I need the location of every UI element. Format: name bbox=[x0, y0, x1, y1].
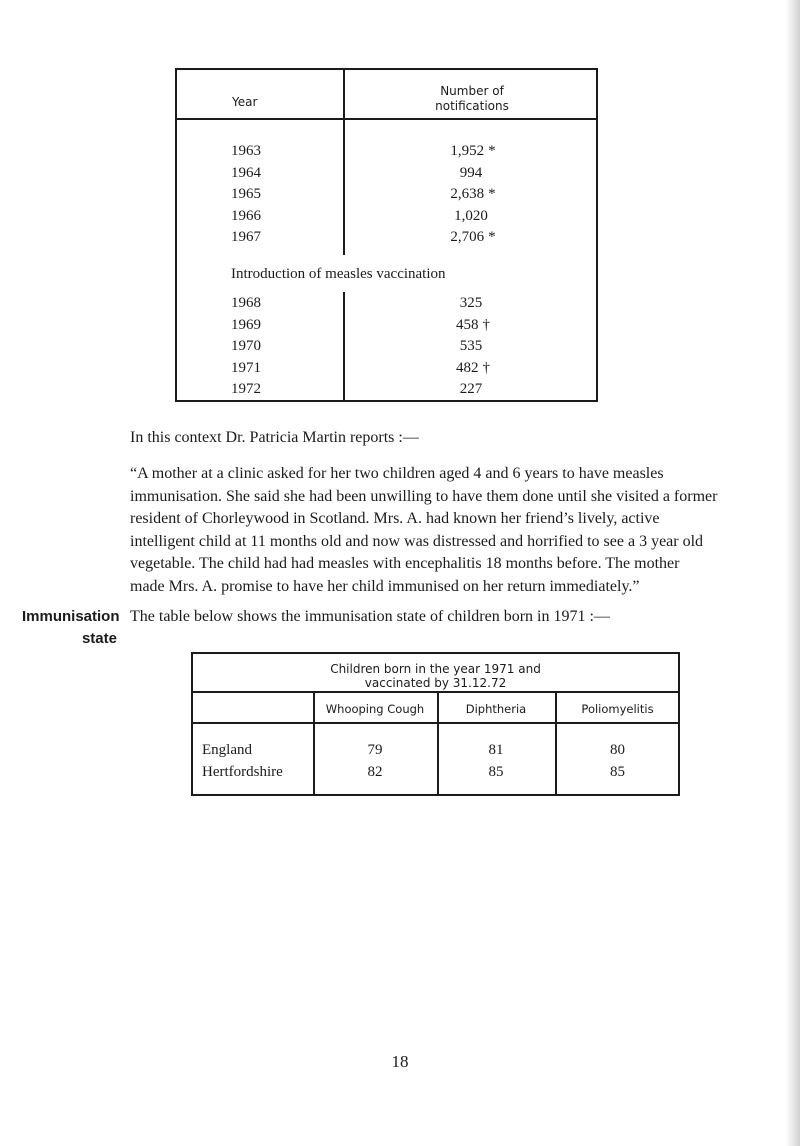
year-cell: 1970 bbox=[231, 338, 261, 354]
quote-line: intelligent child at 11 months old and now was distressed and horrified to see a 3 year old bbox=[130, 532, 704, 550]
value-cell: 1,952 * bbox=[450, 143, 496, 159]
table-intro: The table below shows the immunisation state of children born in 1971 :— bbox=[130, 608, 610, 625]
table-caption: Children born in the year 1971 and vaccinated by 31.12.72 bbox=[330, 662, 541, 690]
column-header-whooping-cough: Whooping Cough bbox=[325, 702, 425, 716]
table-row bbox=[177, 227, 596, 249]
table-row bbox=[177, 379, 596, 401]
value-cell: 535 bbox=[459, 338, 483, 354]
row-label: Hertfordshire bbox=[202, 764, 283, 780]
table-row bbox=[193, 739, 678, 761]
caption-divider bbox=[193, 691, 678, 693]
value-cell: 81 bbox=[488, 742, 504, 758]
notifications-table bbox=[175, 68, 598, 402]
quote-line: immunisation. She said she had been unwilling to have them done until she visited a former bbox=[130, 487, 718, 505]
scan-edge-shadow bbox=[786, 0, 800, 1146]
quote-line: “A mother at a clinic asked for her two children aged 4 and 6 years to have measles bbox=[130, 465, 664, 482]
value-cell: 82 bbox=[367, 764, 383, 780]
quoted-report bbox=[130, 463, 770, 598]
year-cell: 1969 bbox=[231, 316, 261, 333]
quote-line: made Mrs. A. promise to have her child immunised on her return immediately.” bbox=[130, 577, 640, 595]
value-cell: 1,020 bbox=[454, 207, 488, 224]
table-row bbox=[193, 761, 678, 783]
page-number: 18 bbox=[391, 1052, 409, 1071]
year-cell: 1965 bbox=[231, 186, 261, 202]
value-cell: 2,638 * bbox=[450, 186, 496, 202]
immunisation-table bbox=[191, 652, 680, 796]
value-cell: 2,706 * bbox=[450, 229, 496, 245]
value-cell: 458 † bbox=[456, 316, 490, 333]
quote-line: vegetable. The child had had measles with encephalitis 18 months before. The mother bbox=[130, 555, 680, 572]
notifications-column-header: Number of notifications bbox=[435, 84, 509, 113]
table-row bbox=[177, 293, 596, 315]
table-row bbox=[177, 358, 596, 380]
value-cell: 325 bbox=[459, 295, 483, 311]
year-column-header: Year bbox=[232, 95, 258, 109]
row-label: England bbox=[202, 742, 252, 758]
table-row bbox=[177, 315, 596, 337]
value-cell: 79 bbox=[367, 742, 383, 758]
header-divider bbox=[177, 118, 596, 120]
table-row bbox=[177, 336, 596, 358]
table-row bbox=[177, 184, 596, 206]
value-cell: 994 bbox=[459, 164, 483, 181]
quote-line: resident of Chorleywood in Scotland. Mrs. A. had known her friend’s lively, active bbox=[130, 510, 660, 527]
year-cell: 1963 bbox=[231, 143, 261, 159]
value-cell: 80 bbox=[610, 742, 625, 758]
table-row bbox=[177, 206, 596, 228]
value-cell: 85 bbox=[488, 764, 504, 780]
year-cell: 1971 bbox=[231, 359, 261, 376]
margin-heading: Immunisation state bbox=[22, 608, 120, 647]
value-cell: 85 bbox=[610, 764, 625, 780]
value-cell: 227 bbox=[459, 381, 483, 397]
rows-after-vaccination bbox=[177, 293, 596, 401]
column-header-diphtheria: Diphtheria bbox=[465, 702, 527, 716]
table-row bbox=[177, 141, 596, 163]
year-cell: 1966 bbox=[231, 207, 261, 224]
header-divider bbox=[193, 722, 678, 724]
context-line: In this context Dr. Patricia Martin reports :— bbox=[130, 429, 419, 446]
value-cell: 482 † bbox=[456, 359, 490, 376]
rows-before-vaccination bbox=[177, 141, 596, 249]
year-cell: 1972 bbox=[231, 381, 261, 397]
year-cell: 1967 bbox=[231, 229, 261, 245]
table-row bbox=[177, 163, 596, 185]
column-header-poliomyelitis: Poliomyelitis bbox=[581, 702, 654, 716]
year-cell: 1968 bbox=[231, 295, 261, 311]
year-cell: 1964 bbox=[231, 164, 261, 181]
vaccination-introduction-note: Introduction of measles vaccination bbox=[231, 266, 446, 282]
